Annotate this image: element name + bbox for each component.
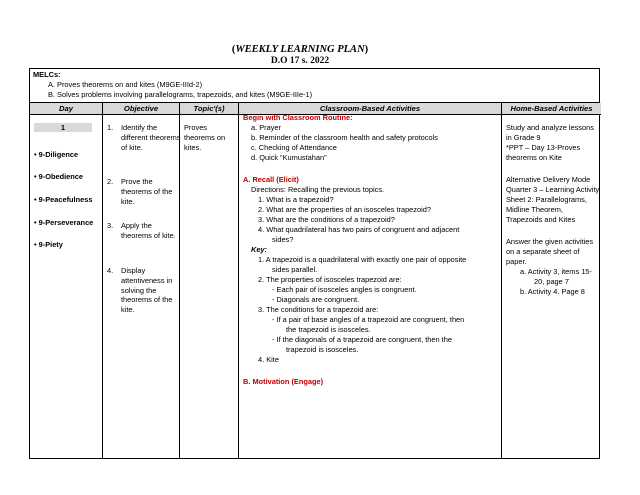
home-line: *PPT – Day 13-Proves xyxy=(506,143,581,152)
objective-text: Display attentiveness in solving the theorems of the kite. xyxy=(121,266,173,315)
home-line: Midline Theorem, xyxy=(506,205,563,214)
objective-number: 3. xyxy=(107,221,114,230)
key-line: - Each pair of isosceles angles is congruent. xyxy=(272,285,417,294)
recall-directions: Directions: Recalling the previous topics. xyxy=(251,185,385,194)
home-line: b. Activity 4. Page 8 xyxy=(520,287,585,296)
objective-number: 1. xyxy=(107,123,114,132)
home-line: in Grade 9 xyxy=(506,133,541,142)
value-item: • 9-Diligence xyxy=(34,150,79,159)
header-topic: Topic'(s) xyxy=(180,103,239,115)
value-item: • 9-Perseverance xyxy=(34,218,94,227)
document-title: (WEEKLY LEARNING PLAN) xyxy=(231,44,369,55)
topic-text: Proves theorems on kites. xyxy=(184,123,226,152)
value-item: • 9-Obedience xyxy=(34,172,83,181)
melcs-heading: MELCs: xyxy=(33,70,61,79)
melc-item-a: A. Proves theorems on and kites (M9GE-IIId-2) xyxy=(48,80,203,89)
header-day: Day xyxy=(30,103,103,115)
routine-item: a. Prayer xyxy=(251,123,281,132)
objective-text: Prove the theorems of the kite. xyxy=(121,177,173,206)
home-line: on a separate sheet of xyxy=(506,247,580,256)
routine-item: b. Reminder of the classroom health and safety protocols xyxy=(251,133,438,142)
melcs-section xyxy=(30,69,599,103)
home-line: Quarter 3 – Learning Activity xyxy=(506,185,600,194)
classroom-activities-column xyxy=(239,115,502,458)
key-line: 3. The conditions for a trapezoid are: xyxy=(258,305,379,314)
key-line: - Diagonals are congruent. xyxy=(272,295,360,304)
home-line: Alternative Delivery Mode xyxy=(506,175,591,184)
recall-question: 4. What quadrilateral has two pairs of congruent and adjacent xyxy=(258,225,460,234)
key-line: - If the diagonals of a trapezoid are congruent, then the xyxy=(272,335,452,344)
routine-item: c. Checking of Attendance xyxy=(251,143,337,152)
document-subtitle: D.O 17 s. 2022 xyxy=(270,56,330,66)
recall-question-cont: sides? xyxy=(272,235,294,244)
home-line: Study and analyze lessons xyxy=(506,123,594,132)
recall-question: 3. What are the conditions of a trapezoid? xyxy=(258,215,395,224)
key-line: 4. Kite xyxy=(258,355,279,364)
objective-number: 4. xyxy=(107,266,114,275)
recall-question: 1. What is a trapezoid? xyxy=(258,195,334,204)
key-line: sides parallel. xyxy=(272,265,318,274)
home-line: theorems on Kite xyxy=(506,153,562,162)
header-classroom-activities: Classroom-Based Activities xyxy=(239,103,502,115)
lesson-plan-table xyxy=(29,68,600,459)
objective-number: 2. xyxy=(107,177,114,186)
home-activities-column xyxy=(502,115,601,458)
day-column xyxy=(30,115,103,458)
recall-title: A. Recall (Elicit) xyxy=(243,175,299,184)
home-line: Trapezoids and Kites xyxy=(506,215,576,224)
objective-column xyxy=(103,115,180,458)
home-line: Answer the given activities xyxy=(506,237,594,246)
value-item: • 9-Peacefulness xyxy=(34,195,93,204)
recall-question: 2. What are the properties of an isosceles trapezoid? xyxy=(258,205,431,214)
motivation-title: B. Motivation (Engage) xyxy=(243,377,324,386)
home-line: a. Activity 3, items 15- xyxy=(520,267,592,276)
routine-title: Begin with Classroom Routine: xyxy=(243,113,353,122)
topic-column xyxy=(180,115,239,458)
key-line: 1. A trapezoid is a quadrilateral with exactly one pair of opposite xyxy=(258,255,467,264)
home-line: 20, page 7 xyxy=(534,277,569,286)
header-home-activities: Home-Based Activities xyxy=(502,103,601,115)
objective-text: Apply the theorems of kite. xyxy=(121,221,176,240)
key-label: Key: xyxy=(251,245,268,254)
key-line: - If a pair of base angles of a trapezoid are congruent, then xyxy=(272,315,465,324)
home-line: Sheet 2: Parallelograms, xyxy=(506,195,587,204)
header-objective: Objective xyxy=(103,103,180,115)
value-item: • 9-Piety xyxy=(34,240,63,249)
objective-text: Identify the different theorems of kite. xyxy=(121,123,181,152)
key-line: 2. The properties of isosceles trapezoid are: xyxy=(258,275,402,284)
routine-item: d. Quick “Kumustahan” xyxy=(251,153,327,162)
key-line: the trapezoid is isosceles. xyxy=(286,325,371,334)
home-line: paper. xyxy=(506,257,527,266)
day-number: 1 xyxy=(34,123,92,132)
melc-item-b: B. Solves problems involving parallelograms, trapezoids, and kites (M9GE-IIIe-1) xyxy=(48,90,313,99)
key-line: trapezoid is isosceles. xyxy=(286,345,359,354)
